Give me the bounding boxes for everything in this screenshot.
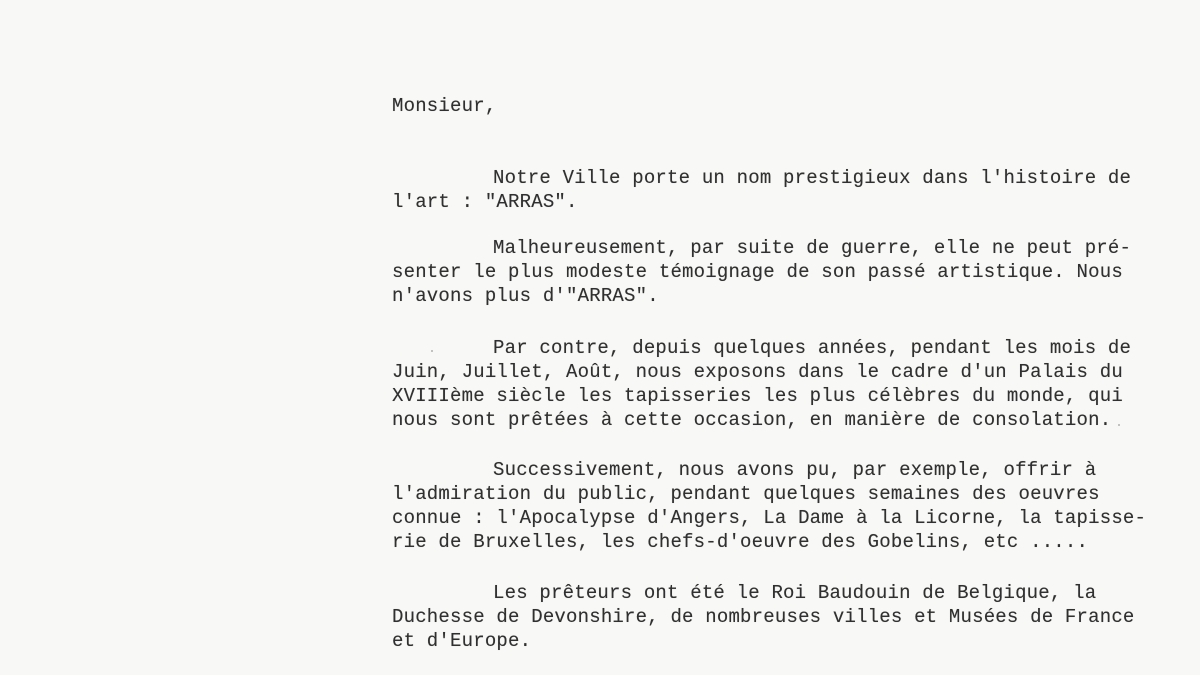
paragraph-5-line-1: Les prêteurs ont été le Roi Baudouin de Belgique, la [493,582,1097,604]
paper-speck [431,350,433,352]
paragraph-2-line-3: n'avons plus d'"ARRAS". [392,285,659,307]
paragraph-3-line-3: XVIIIème siècle les tapisseries les plus célèbres du monde, qui [392,385,1123,407]
paragraph-3-line-2: Juin, Juillet, Août, nous exposons dans le cadre d'un Palais du [392,361,1123,383]
paragraph-3-line-4: nous sont prêtées à cette occasion, en manière de consolation. [392,409,1112,431]
paper-speck [1118,424,1120,426]
paragraph-5-line-2: Duchesse de Devonshire, de nombreuses villes et Musées de France [392,606,1135,628]
salutation: Monsieur, [392,95,497,117]
paragraph-2-line-1: Malheureusement, par suite de guerre, elle ne peut pré- [493,237,1132,259]
paragraph-4-line-3: connue : l'Apocalypse d'Angers, La Dame à la Licorne, la tapisse- [392,507,1147,529]
paragraph-4-line-4: rie de Bruxelles, les chefs-d'oeuvre des Gobelins, etc ..... [392,531,1089,553]
paragraph-3-line-1: Par contre, depuis quelques années, pendant les mois de [493,337,1132,359]
paragraph-2-line-2: senter le plus modeste témoignage de son passé artistique. Nous [392,261,1123,283]
paragraph-4-line-1: Successivement, nous avons pu, par exemple, offrir à [493,459,1097,481]
paragraph-4-line-2: l'admiration du public, pendant quelques semaines des oeuvres [392,483,1100,505]
paragraph-5-line-3: et d'Europe. [392,630,532,652]
paragraph-1-line-1: Notre Ville porte un nom prestigieux dans l'histoire de [493,167,1132,189]
paragraph-1-line-2: l'art : "ARRAS". [392,191,578,213]
